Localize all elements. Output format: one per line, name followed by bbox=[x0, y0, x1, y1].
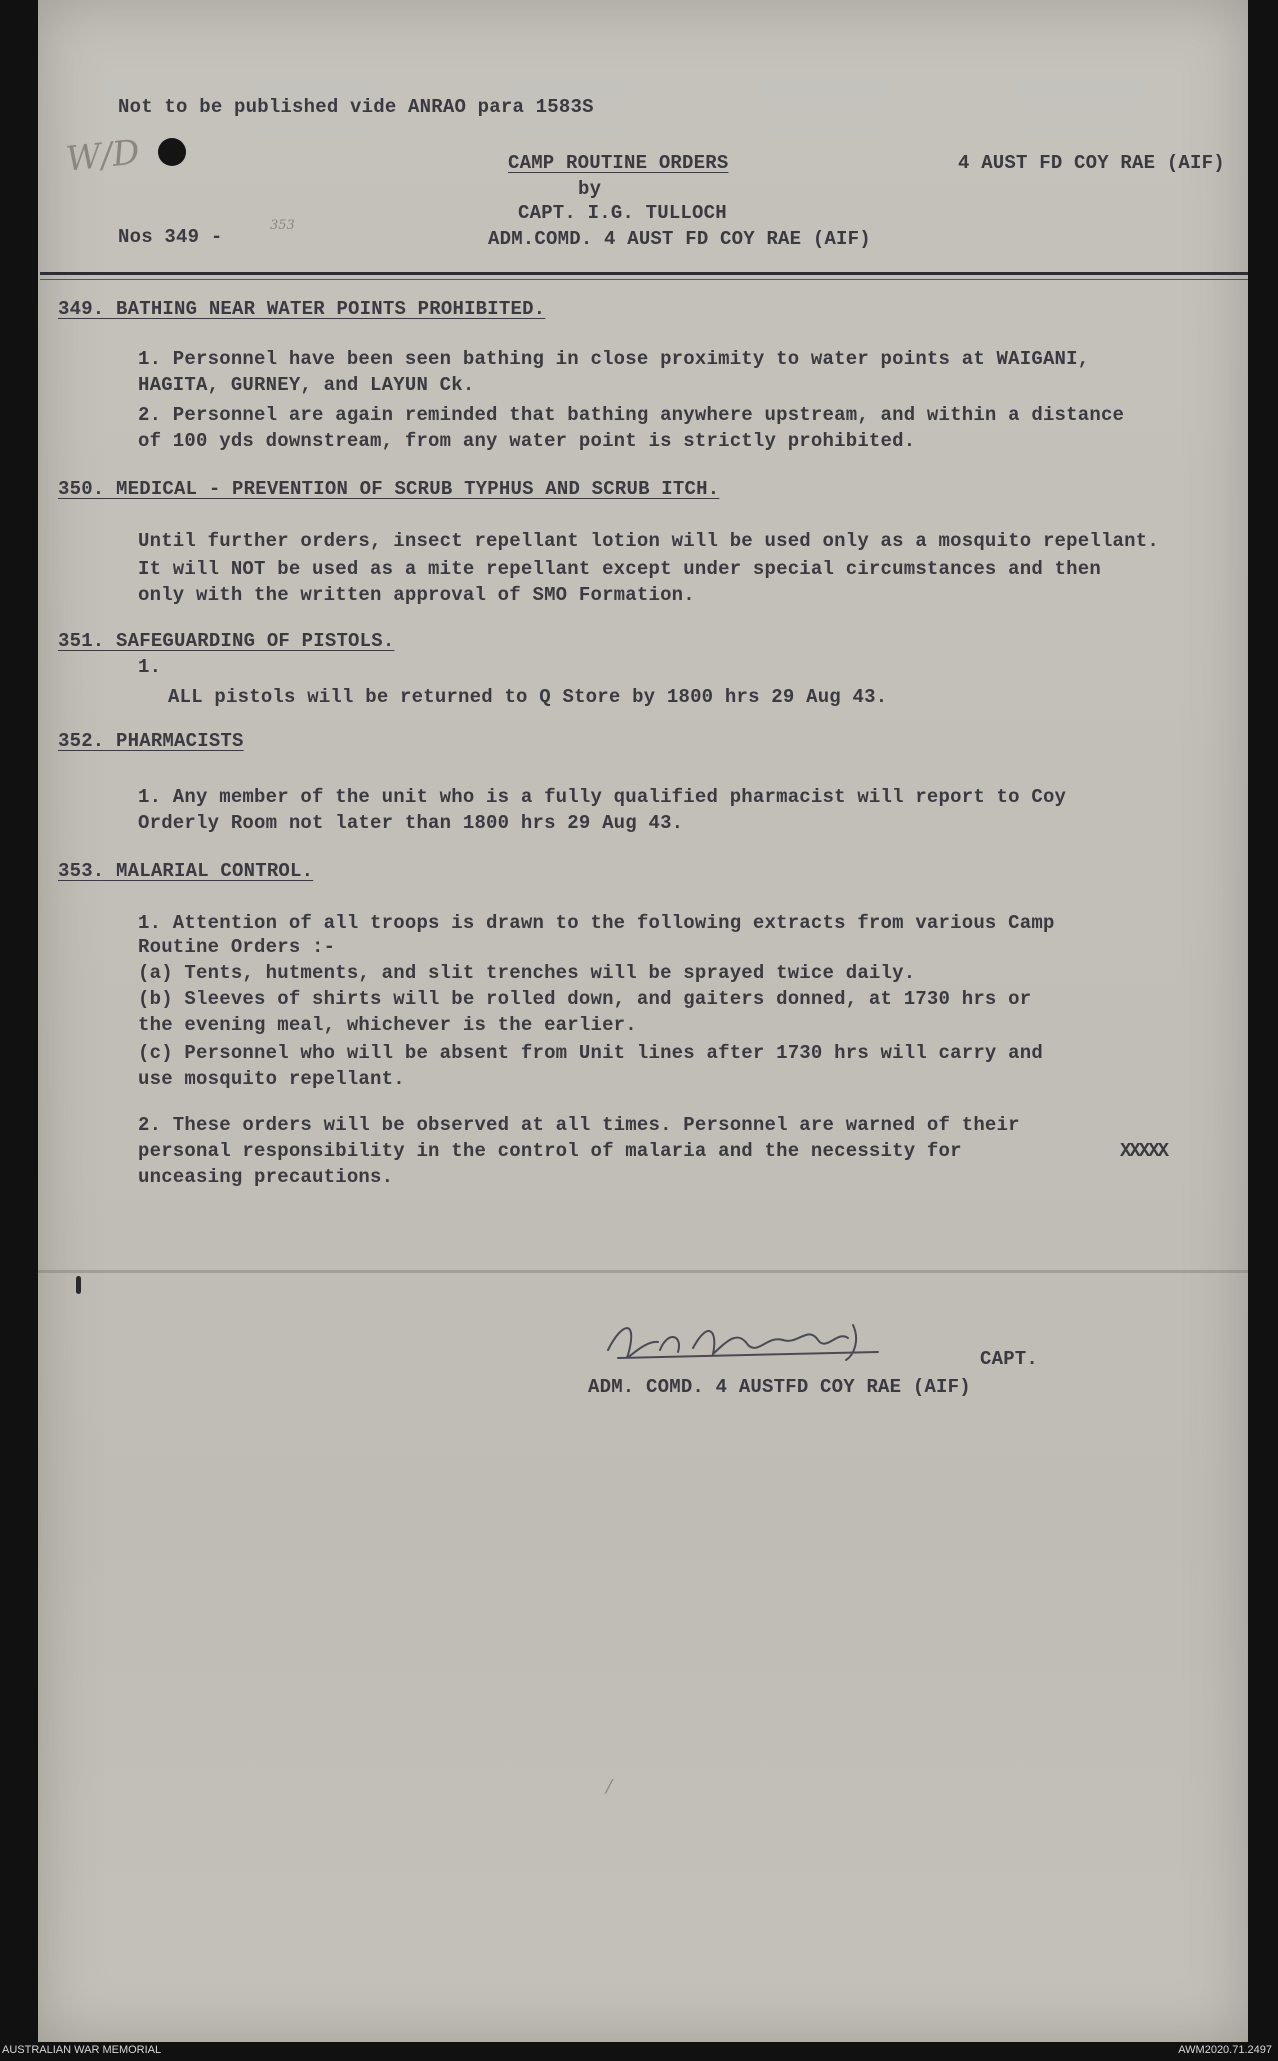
section-349-heading: 349. BATHING NEAR WATER POINTS PROHIBITED. bbox=[58, 298, 546, 320]
section-349-line: 1. Personnel have been seen bathing in close proximity to water points at WAIGANI, bbox=[138, 348, 1090, 370]
ink-mark bbox=[76, 1276, 81, 1294]
restriction-note: Not to be published vide ANRAO para 1583S bbox=[118, 96, 594, 118]
footer-right: AWM2020.71.2497 bbox=[1178, 2044, 1272, 2056]
document-title: CAMP ROUTINE ORDERS bbox=[508, 152, 729, 174]
section-353-line: unceasing precautions. bbox=[138, 1166, 394, 1188]
author-name: CAPT. I.G. TULLOCH bbox=[518, 202, 727, 224]
pencil-tick: / bbox=[606, 1776, 613, 1797]
unit-name: 4 AUST FD COY RAE (AIF) bbox=[958, 152, 1225, 174]
section-353-line: (a) Tents, hutments, and slit trenches will be sprayed twice daily. bbox=[138, 962, 916, 984]
fold-crease bbox=[38, 1270, 1248, 1273]
struck-out-word: XXXXX bbox=[1120, 1140, 1168, 1162]
section-353-line: (b) Sleeves of shirts will be rolled down, and gaiters donned, at 1730 hrs or bbox=[138, 988, 1032, 1010]
section-352-heading: 352. PHARMACISTS bbox=[58, 730, 244, 752]
author-role: ADM.COMD. 4 AUST FD COY RAE (AIF) bbox=[488, 228, 871, 250]
punch-hole bbox=[158, 138, 186, 166]
section-353-line: the evening meal, whichever is the earlier. bbox=[138, 1014, 637, 1036]
section-350-line: Until further orders, insect repellant lotion will be used only as a mosquito repellant. bbox=[138, 530, 1159, 552]
section-351-heading: 351. SAFEGUARDING OF PISTOLS. bbox=[58, 630, 395, 652]
document-page bbox=[38, 0, 1248, 2042]
section-353-line: 2. These orders will be observed at all times. Personnel are warned of their bbox=[138, 1114, 1020, 1136]
pencil-note: W/D bbox=[64, 132, 142, 180]
section-353-line: personal responsibility in the control of malaria and the necessity for bbox=[138, 1140, 962, 1162]
section-351-line: 1. bbox=[138, 656, 162, 678]
section-353-line: 1. Attention of all troops is drawn to the following extracts from various Camp bbox=[138, 912, 1055, 934]
section-352-line: 1. Any member of the unit who is a fully qualified pharmacist will report to Coy bbox=[138, 786, 1067, 808]
section-353-line: use mosquito repellant. bbox=[138, 1068, 405, 1090]
section-353-line: Routine Orders :- bbox=[138, 936, 336, 958]
footer-left: AUSTRALIAN WAR MEMORIAL bbox=[2, 2044, 162, 2056]
section-349-line: 2. Personnel are again reminded that bathing anywhere upstream, and within a distance bbox=[138, 404, 1125, 426]
handwritten-number: 353 bbox=[270, 218, 295, 233]
section-352-line: Orderly Room not later than 1800 hrs 29 Aug 43. bbox=[138, 812, 684, 834]
section-350-heading: 350. MEDICAL - PREVENTION OF SCRUB TYPHUS AND SCRUB ITCH. bbox=[58, 478, 720, 500]
section-349-line: HAGITA, GURNEY, and LAYUN Ck. bbox=[138, 374, 475, 396]
section-350-line: It will NOT be used as a mite repellant except under special circumstances and then bbox=[138, 558, 1101, 580]
section-353-line: (c) Personnel who will be absent from Unit lines after 1730 hrs will carry and bbox=[138, 1042, 1043, 1064]
section-350-line: only with the written approval of SMO Formation. bbox=[138, 584, 695, 606]
header-rule bbox=[40, 272, 1248, 275]
section-353-heading: 353. MALARIAL CONTROL. bbox=[58, 860, 314, 882]
section-349-line: of 100 yds downstream, from any water point is strictly prohibited. bbox=[138, 430, 916, 452]
orders-number: Nos 349 - bbox=[118, 226, 223, 248]
signature-rank: CAPT. bbox=[980, 1348, 1039, 1370]
signature-image bbox=[598, 1310, 898, 1370]
header-rule-secondary bbox=[40, 279, 1248, 280]
signature-role: ADM. COMD. 4 AUSTFD COY RAE (AIF) bbox=[588, 1376, 971, 1398]
by-label: by bbox=[578, 178, 602, 200]
section-351-line: ALL pistols will be returned to Q Store by 1800 hrs 29 Aug 43. bbox=[168, 686, 888, 708]
